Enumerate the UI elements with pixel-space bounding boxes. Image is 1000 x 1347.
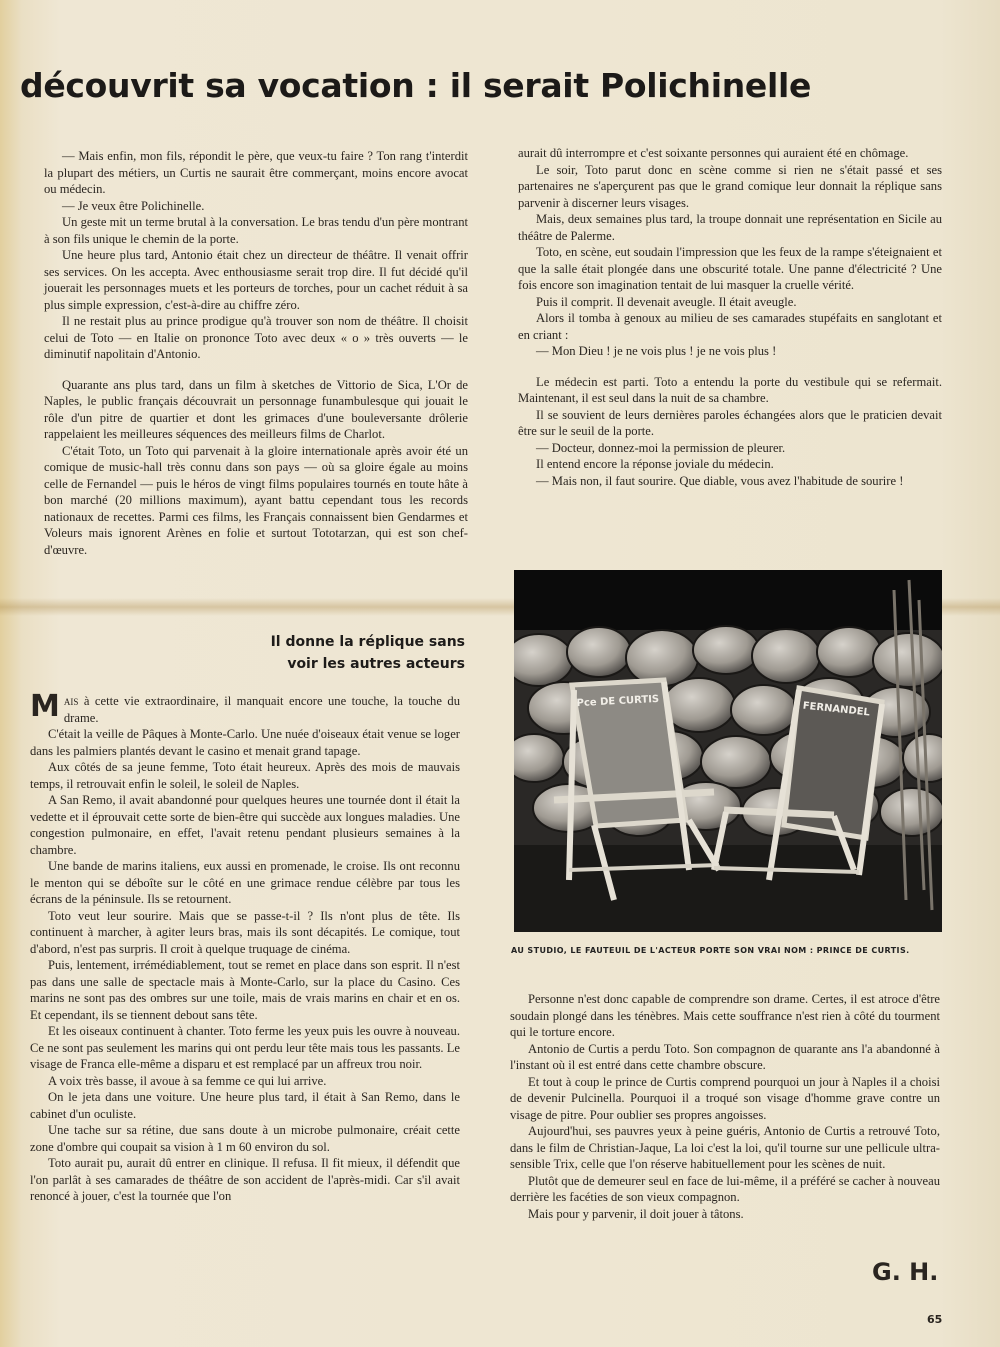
paragraph: Quarante ans plus tard, dans un film à sketches de Vittorio de Sica, L'Or de Naples, le public français découvrait un personnage funambulesque qui jouait le rôle d'un pitre de quartier et dont les grimaces d'une bouleversante drôlerie rappelaient les meilleures séquences des meilleurs films de Charlot. (44, 377, 468, 441)
paragraph: Et les oiseaux continuent à chanter. Toto ferme les yeux puis les ouvre à nouveau. Ce ne sont pas seulement les marins qui ont perdu leur tête mais tous les passants. Le visage de Franca elle-même a disparu et est remplacé par un affreux trou noir. (30, 1024, 460, 1071)
paragraph: Aux côtés de sa jeune femme, Toto était heureux. Après des mois de mauvais temps, il retrouvait enfin le soleil, le soleil de Naples. (30, 760, 460, 791)
paragraph: — Docteur, donnez-moi la permission de pleurer. (536, 440, 786, 455)
chair-left-label: Pce DE CURTIS (576, 693, 660, 710)
paragraph: Il ne restait plus au prince prodigue qu'à trouver son nom de théâtre. Il choisit celui de Toto — en Italie on prononce Toto avec deux « o » très ouverts — le diminutif napolitain d'Antonio. (44, 314, 468, 361)
paragraph: Aujourd'hui, ses pauvres yeux à peine guéris, Antonio de Curtis a retrouvé Toto, dans le film de Christian-Jaque, La loi c'est la loi, qu'il tourne sur une pellicule ultra-sensible Trix, celle que l'on réserve habituellement pour les scènes de nuit. (510, 1124, 940, 1171)
paragraph: — Mais enfin, mon fils, répondit le père, que veux-tu faire ? Ton rang t'interdit la plupart des métiers, un Curtis ne saurait être commerçant, moins encore avocat ou médecin. (44, 149, 468, 196)
chair-right-label: FERNANDEL (802, 700, 871, 719)
paragraph: Et tout à coup le prince de Curtis comprend pourquoi un jour à Naples il a choisi de devenir Pulcinella. Pourquoi il a troqué son visage d'homme grave contre un visage de pitre. Pour oublier ses propres angoisses. (510, 1074, 940, 1122)
paragraph: Puis il comprit. Il devenait aveugle. Il était aveugle. (536, 294, 797, 309)
paragraph: Le soir, Toto parut donc en scène comme si rien ne s'était passé et ses partenaires ne s'aperçurent pas que le grand comique leur donnait la réplique sans parvenir à discerner leurs visages. (518, 162, 942, 210)
paragraph: Un geste mit un terme brutal à la conversation. Le bras tendu d'un père montrant à son fils unique le chemin de la porte. (44, 215, 468, 246)
paragraph: Alors il tomba à genoux au milieu de ses camarades stupéfaits en sanglotant et en criant : (518, 311, 942, 342)
paragraph: Le médecin est parti. Toto a entendu la porte du vestibule qui se refermait. Maintenant, il est seul dans la nuit de sa chambre. (518, 374, 942, 405)
paragraph: Une heure plus tard, Antonio était chez un directeur de théâtre. Il venait offrir ses services. On les accepta. Avec enthousiasme serait trop dire. Il fut décidé qu'il jouerait les personnages muets et les porteurs de torches, pour un cachet réduit à sa plus simple expression, c'est-à-dire au chiffre zéro. (44, 248, 468, 312)
lead-small-caps: ais (63, 694, 79, 708)
subheading-line: voir les autres acteurs (287, 656, 465, 672)
paragraph: — Mon Dieu ! je ne vois plus ! je ne vois plus ! (536, 344, 777, 358)
subheading-line: Il donne la réplique sans (270, 634, 465, 650)
column-1 (44, 148, 468, 558)
paragraph: Une bande de marins italiens, eux aussi en promenade, le croise. Ils ont reconnu le menton qui se déboîte sur le côté en une grimace rendue célèbre par tous les écrans de la péninsule. Ils se retournent. (30, 859, 460, 906)
paragraph: Il entend encore la réponse joviale du médecin. (536, 457, 774, 471)
paragraph: Toto, en scène, eut soudain l'impression que les feux de la rampe s'éteignaient et que la salle était plongée dans une obscurité totale. Une panne d'électricité ? Une fois encore son imagination tentait de lui masquer la cruelle vérité. (518, 245, 942, 292)
paragraph: Il se souvient de leurs dernières paroles échangées alors que le praticien devait être sur le seuil de la porte. (518, 407, 942, 438)
paragraph: Puis, lentement, irrémédiablement, tout se remet en place dans son esprit. Il n'est pas dans une salle de spectacle mais à Monte-Carlo, sur la place du Casino. Ces marins ne sont pas des ombres sur une toile, mais de vrais marins en chair et en os. Et cependant, ils se tiennent debout sans tête. (30, 958, 460, 1022)
drop-cap: M (30, 689, 60, 724)
paragraph: — Je veux être Polichinelle. (62, 198, 205, 213)
page-number: 65 (927, 1313, 943, 1326)
section-subheading (205, 631, 465, 675)
paragraph: Mais, deux semaines plus tard, la troupe donnait une représentation en Sicile au théâtre de Palerme. (518, 212, 942, 243)
column-2 (518, 145, 942, 489)
paragraph: Antonio de Curtis a perdu Toto. Son compagnon de quarante ans l'a abandonné à l'instant où il est entré dans cette chambre obscure. (510, 1041, 940, 1072)
article-headline: découvrit sa vocation : il serait Polichinelle (20, 66, 812, 105)
paragraph: Toto aurait pu, aurait dû entrer en clinique. Il refusa. Il fit mieux, il défendit que l'on parlât à ses camarades de théâtre de son accident de l'après-midi. Car s'il avait renoncé à jouer, c'est la tournée que l'on (30, 1156, 460, 1203)
paragraph: A voix très basse, il avoue à sa femme ce qui lui arrive. (48, 1073, 327, 1088)
paragraph: C'était Toto, un Toto qui parvenait à la gloire internationale après avoir été un comique de music-hall très connu dans son pays — où sa gloire égale au moins celle de Fernandel — puis le héros de vingt films populaires tournés en toute hâte à bon marché (20 millions maximum), ayant battu cependant tous les records nationaux de recettes. Parmi ces films, les Français connaissent bien Gendarmes et Voleurs mais ignorent Arènes en folie et surtout Tototarzan, qui est son chef-d'œuvre. (44, 443, 468, 557)
paragraph: On le jeta dans une voiture. Une heure plus tard, il était à San Remo, dans le cabinet d'un oculiste. (30, 1090, 460, 1121)
column-4 (510, 991, 940, 1222)
paragraph: aurait dû interrompre et c'est soixante personnes qui auraient été en chômage. (518, 146, 909, 160)
paragraph: — Mais non, il faut sourire. Que diable, vous avez l'habitude de sourire ! (536, 473, 904, 488)
photo-illustration (514, 570, 942, 932)
lead-text: à cette vie extraordinaire, il manquait encore une touche, la touche du drame. (63, 694, 460, 725)
paragraph: Une tache sur sa rétine, due sans doute à un microbe pulmonaire, créait cette zone d'ombre qui coupait sa vision à 1 m 60 environ du sol. (30, 1123, 460, 1154)
paragraph: Personne n'est donc capable de comprendre son drame. Certes, il est atroce d'être soudain plongé dans les ténèbres. Mais cette souffrance n'est rien à côté du tourment qui le torture encore. (510, 992, 940, 1039)
paragraph: C'était la veille de Pâques à Monte-Carlo. Une nuée d'oiseaux était venue se loger dans les palmiers plantés devant le casino et menait grand tapage. (30, 727, 460, 758)
column-3 (30, 689, 460, 1205)
photo-caption: AU STUDIO, LE FAUTEUIL DE L'ACTEUR PORTE SON VRAI NOM : PRINCE DE CURTIS. (511, 946, 910, 955)
paragraph: Plutôt que de demeurer seul en face de lui-même, il a préféré se cacher à nouveau derrière les facéties de son vieux compagnon. (510, 1173, 940, 1204)
paragraph: A San Remo, il avait abandonné pour quelques heures une tournée dont il était la vedette et il éprouvait cette sorte de bien-être qui succède aux longues maladies. Une congestion pulmonaire, en effet, l'avait retenu pendant plusieurs semaines à la chambre. (30, 793, 460, 857)
lead-paragraph (30, 689, 460, 726)
paragraph: Mais pour y parvenir, il doit jouer à tâtons. (528, 1206, 744, 1221)
studio-chairs-photo (514, 570, 942, 932)
author-signature: G. H. (872, 1258, 939, 1286)
paragraph: Toto veut leur sourire. Mais que se passe-t-il ? Ils n'ont plus de tête. Ils continuent à marcher, à agiter leurs bras, mais ils sont décapités. Le comique, tout d'abord, n'est pas surpris. Il croit à quelque truquage de cinéma. (30, 908, 460, 956)
